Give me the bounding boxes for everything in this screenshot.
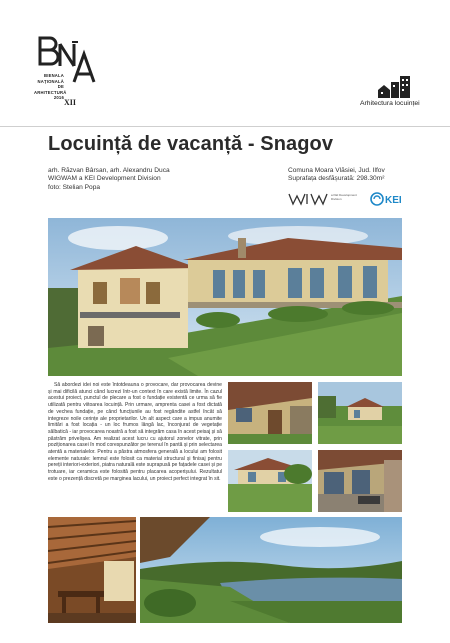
- header-divider: [0, 126, 450, 127]
- photo-interior-wood-ceiling: [48, 517, 136, 623]
- partner-note: a KEI Development Division: [331, 193, 357, 201]
- area-text: Suprafața desfășurată: 298.30m²: [288, 175, 385, 183]
- photo-house-distance: [318, 382, 402, 444]
- credit-photo: foto: Stelian Popa: [48, 183, 101, 191]
- project-title: Locuință de vacanță - Snagov: [48, 133, 334, 155]
- logo-text: BIENALA NAȚIONALĂ DE ARHITECTURĂ 2016: [34, 73, 67, 101]
- main-photo-house-exterior: [48, 218, 402, 376]
- photo-entrance-detail: [228, 382, 312, 444]
- photo-lake-landscape: [140, 517, 402, 623]
- photo-house-lawn: [228, 450, 312, 512]
- kei-logo: [370, 192, 404, 206]
- location-text: Comuna Moara Vlăsiei, Jud. Ilfov: [288, 167, 385, 174]
- kei-logo-text: KEI: [385, 195, 402, 206]
- wigwam-logo: [288, 192, 330, 206]
- photo-terrace: [318, 450, 402, 512]
- credit-firm: WIGWAM a KEI Development Division: [48, 175, 161, 183]
- category-label: Arhitectura locuinței: [360, 100, 420, 107]
- credit-architects: arh. Răzvan Bârsan, arh. Alexandru Duca: [48, 167, 170, 174]
- houses-icon: [378, 76, 412, 98]
- project-credits: [48, 167, 170, 192]
- project-location: [288, 167, 385, 184]
- logo-edition: XII: [64, 98, 77, 107]
- project-description: Să abordezi idei noi este întotdeauna o provocare, dar provocarea devine și mai dificilă atunci când lucrezi într-un context în care există limite. În cazul acestui proiect, punctul de plecare a fost o fundație existentă ce urma să fie utilizată pentru viitoarea locuință. Prin urmare, amprenta casei a fost dictată de vechea fundație, pe când funcțiunile au fost regândite astfel încât să integreze noile cerințe ale proprietarilor. Un alt aspect care a impus anumite limitări a fost locația - un loc frumos lângă lac, înconjurat de vegetație sălbatică - iar provocarea noastră a fost să integrăm casa în acest peisaj și să păstrăm privelișea. Am realizat acest lucru cu ajutorul zonelor vitrate, prin poziționarea casei în mod corespunzător pe terenul în pantă și prin selectarea atentă a materialelor. Pentru a păstra atmosfera generală a locului am folosit elemente naturale: lemnul este folosit ca material structural și finisaj pentru pereții interiori-exteriori, piatra naturală este suprapusă pe fațadele casei și pe trotuare, iar ceramica este folosită pentru placarea acoperișului. Rezultatul este o prezență discretă pe marginea lacului, un proiect perfect integrat în sit.: [48, 382, 222, 482]
